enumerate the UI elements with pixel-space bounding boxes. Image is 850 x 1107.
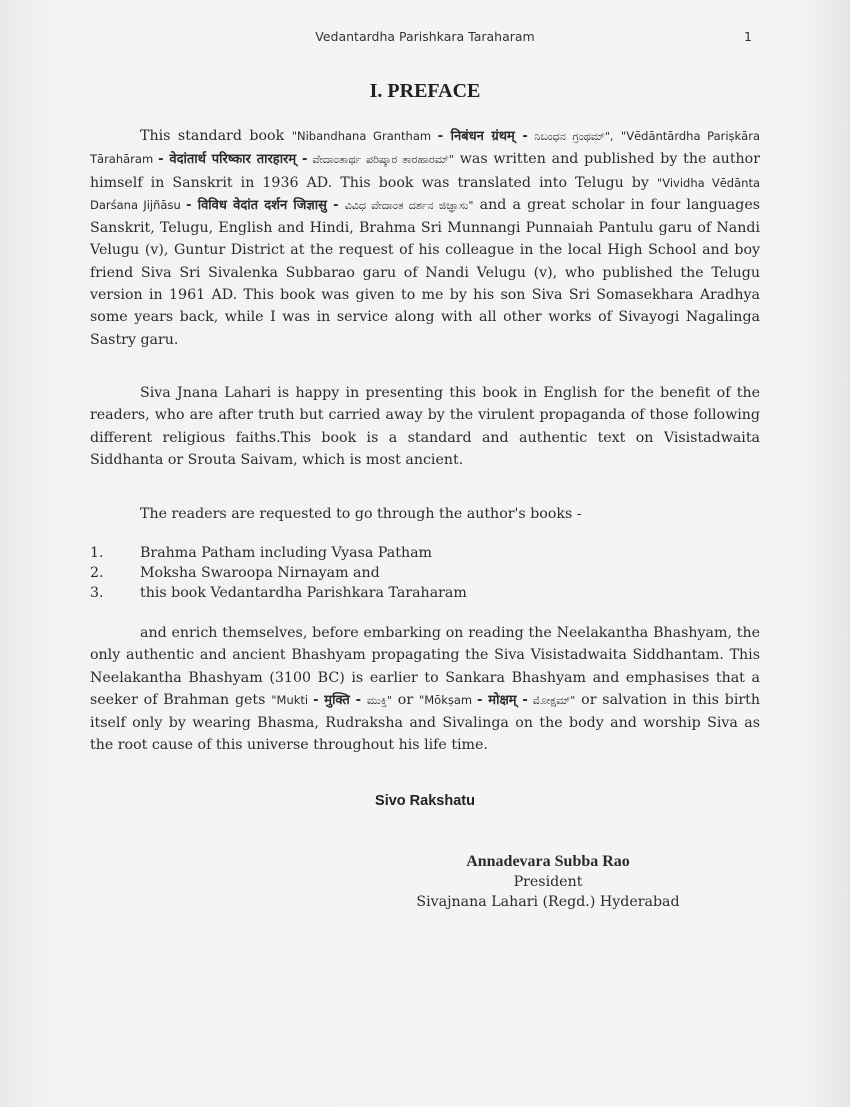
p4-text-3: or salvation in this birth itself only by wearing Bhasma, Rudraksha and Sivalinga on the body and worship Siva as the root cause of this universe throughout his life time. <box>90 691 760 754</box>
preface-paragraph-1 <box>90 125 760 351</box>
p1-text-2: was written and published by the author himself in Sanskrit in 1936 AD. This book was translated into Telugu by <box>90 151 760 191</box>
p4-telugu-2: ಮೋಕ್ಷಮ್" <box>527 693 576 707</box>
p4-text-1: and enrich themselves, before embarking on reading the Neelakantha Bhashyam, the only authentic and ancient Bhashyam propagating the Siva Visistadwaita Siddhantam. This Neelakantha Bhashyam (3100 BC) is earlier to Sankara Bhashyam and emphasises that a seeker of Brahman gets <box>90 625 760 708</box>
list-item-number: 2. <box>90 565 104 581</box>
p1-translit-3: "Vividha Vēdānta Darśana Jijñāsu <box>90 175 760 212</box>
p4-devanagari-1: - मुक्ति - <box>313 692 362 708</box>
list-item-number: 1. <box>90 545 104 561</box>
p2-text: Siva Jnana Lahari is happy in presenting this book in English for the benefit of the readers, who are after truth but carried away by the virulent propaganda of those following different religious faiths.This book is a standard and authentic text on Visistadwaita Siddhanta or Srouta Saivam, which is most ancient. <box>90 385 760 468</box>
p3-text: The readers are requested to go through the author's books - <box>140 506 582 522</box>
p1-devanagari-2: - वेदांतार्थ परिष्कार तारहारम् - <box>158 152 308 168</box>
p4-translit-1: "Mukti <box>271 692 314 707</box>
list-item <box>90 543 690 563</box>
signature-org: Sivajnana Lahari (Regd.) Hyderabad <box>416 894 680 910</box>
p1-telugu-1: ನಿಬಂಧನ ಗ್ರಂಥಮ್", <box>527 130 614 143</box>
signature-title: President <box>513 874 583 890</box>
p1-telugu-2: ವೇದಾಂತಾರ್ಥ ಪರಿಷ್ಕಾರ ತಾರಹಾರಮ್" <box>307 153 454 167</box>
p1-devanagari-3: - विविध वेदांत दर्शन जिज्ञासु - <box>186 197 339 213</box>
preface-paragraph-3 <box>90 503 760 525</box>
signature-name: Annadevara Subba Rao <box>466 853 630 870</box>
preface-paragraph-2 <box>90 382 760 471</box>
p1-translit-2: "Vēdāntārdha Pariṣkāra Tārahāram <box>90 129 761 167</box>
p1-devanagari-1: - निबंधन ग्रंथम् - <box>437 129 528 144</box>
p1-translit-1: "Nibandhana Grantham <box>291 129 438 143</box>
p1-telugu-3: ವಿವಿಧ ವೇದಾಂತ ದರ್ಶನ ಜಿಜ್ಞಾಸು" <box>344 198 474 212</box>
list-item-text: Moksha Swaroopa Nirnayam and <box>140 565 380 581</box>
p1-text-1: This standard book <box>140 128 292 144</box>
p4-translit-2: "Mōkṣam <box>418 692 478 707</box>
list-item <box>90 583 690 603</box>
list-item-text: Brahma Patham including Vyasa Patham <box>140 545 433 561</box>
p4-devanagari-2: - मोक्षम् - <box>477 692 528 708</box>
list-item-number: 3. <box>90 585 104 601</box>
p4-text-2: or <box>391 691 419 708</box>
page-title: I. PREFACE <box>369 80 481 102</box>
header-title: Vedantardha Parishkara Taraharam <box>315 29 535 44</box>
signoff: Sivo Rakshatu <box>375 793 475 809</box>
preface-paragraph-4 <box>90 622 760 757</box>
p1-text-3: and a great scholar in four languages Sanskrit, Telugu, English and Hindi, Brahma Sri Munnangi Punnaiah Pantulu garu of Nandi Velugu (v), Guntur District at the request of his colleague in the local High School and boy friend Siva Sri Sivalenka Subbarao garu of Nandi Velugu (v), who published the Telugu version in 1961 AD. This book was given to me by his son Siva Sri Somasekhara Aradhya some years back, while I was in service along with all other works of Sivayogi Nagalinga Sastry garu. <box>90 196 761 348</box>
books-list <box>90 543 690 603</box>
list-item-text: this book Vedantardha Parishkara Taraharam <box>140 585 467 601</box>
list-item <box>90 563 690 583</box>
page-number: 1 <box>744 29 752 44</box>
signature-block <box>388 852 708 912</box>
p4-telugu-1: ಮುಕ್ತಿ" <box>366 693 392 707</box>
